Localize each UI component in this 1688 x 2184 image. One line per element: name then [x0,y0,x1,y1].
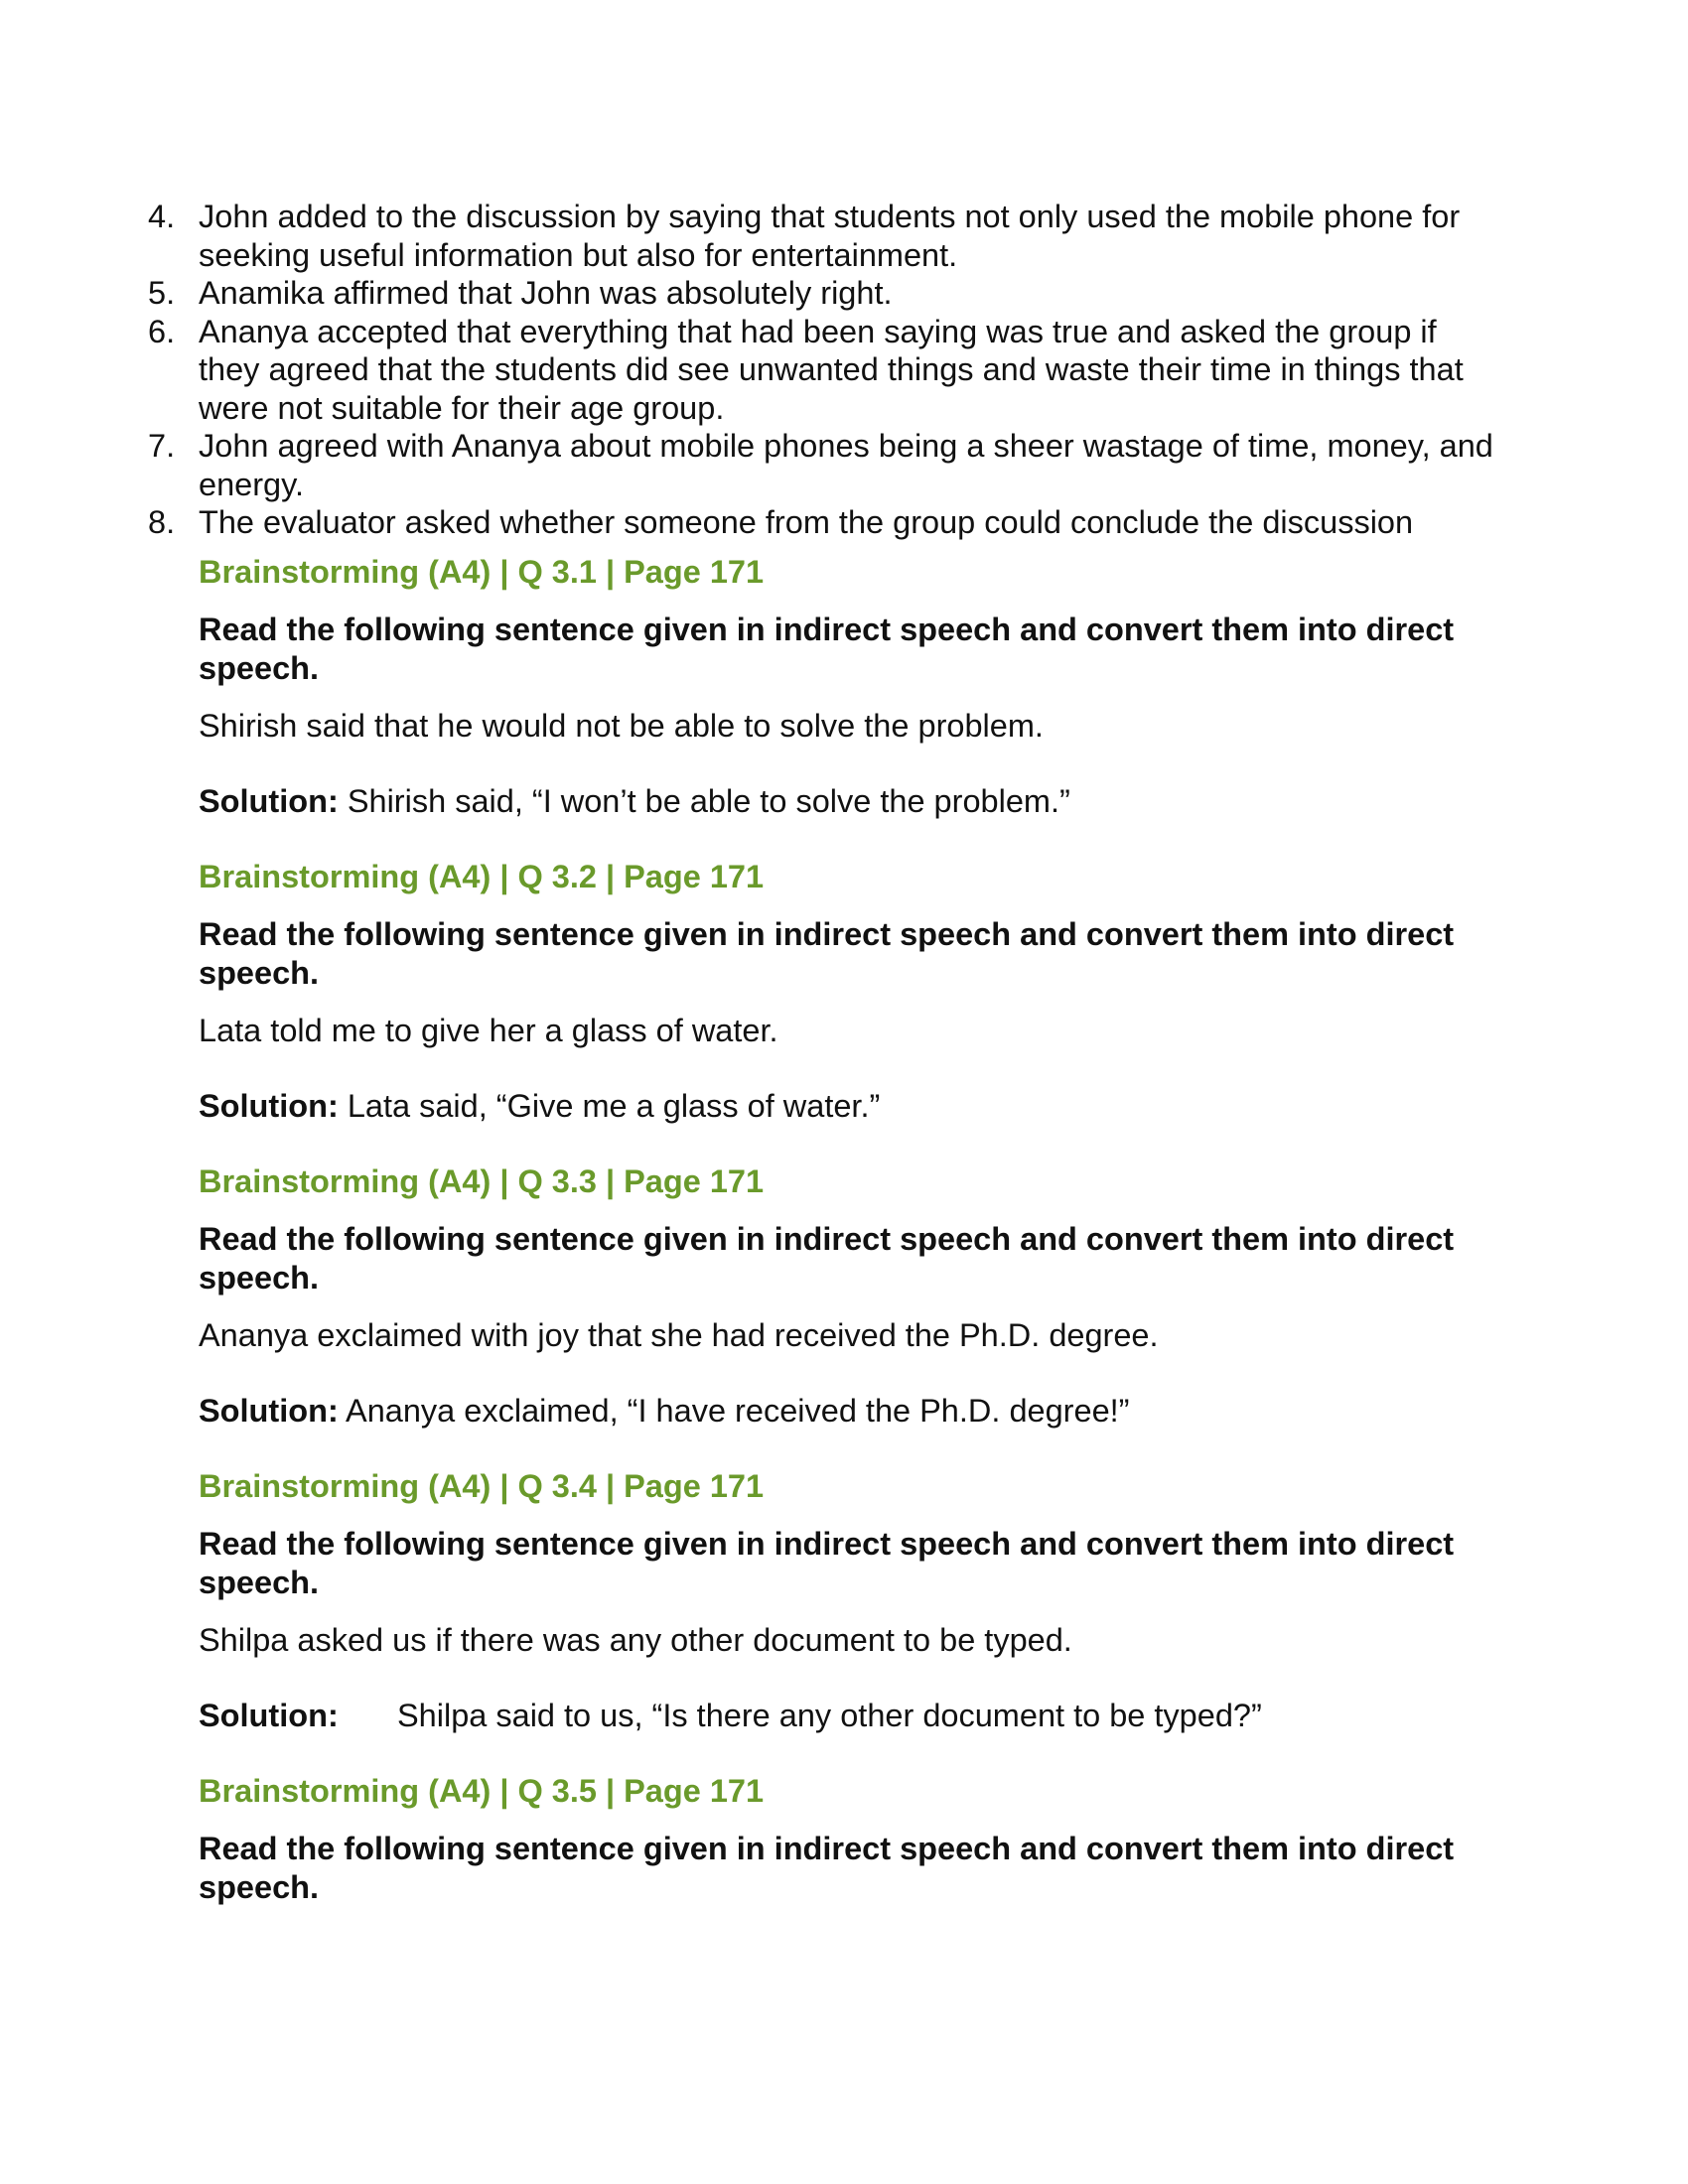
questions-container [199,552,1509,1907]
question-prompt: Lata told me to give her a glass of water. [199,1013,778,1048]
list-item-text: The evaluator asked whether someone from the group could conclude the discussion [199,504,1414,540]
list-item-text: John agreed with Ananya about mobile phones being a sheer wastage of time, money, and energy. [199,428,1493,502]
question-section [199,1771,1509,1907]
solution-text: Shilpa said to us, “Is there any other document to be typed?” [397,1698,1262,1733]
list-item [144,427,1504,503]
solution-text: Ananya exclaimed, “I have received the Ph.D. degree!” [338,1393,1130,1429]
list-item-text: John added to the discussion by saying that students not only used the mobile phone for seeking useful information but also for entertainment. [199,199,1461,273]
list-item [144,503,1504,542]
question-heading: Brainstorming (A4) | Q 3.1 | Page 171 [199,554,765,590]
question-text: Read the following sentence given in indirect speech and convert them into direct speech. [199,612,1455,686]
solution [199,1696,1509,1735]
question-text: Read the following sentence given in indirect speech and convert them into direct speech. [199,1526,1455,1600]
question-prompt: Shilpa asked us if there was any other document to be typed. [199,1622,1072,1658]
list-number: 5. [148,275,176,311]
list-item [144,198,1504,274]
question-heading: Brainstorming (A4) | Q 3.3 | Page 171 [199,1163,765,1199]
solution-label: Solution: [199,1393,339,1429]
list-item-text: Anamika affirmed that John was absolutely right. [199,275,893,311]
solution-label: Solution: [199,1088,339,1124]
question-section [199,552,1509,857]
question-heading: Brainstorming (A4) | Q 3.4 | Page 171 [199,1468,765,1504]
question-section [199,857,1509,1161]
list-item [144,274,1504,313]
question-text: Read the following sentence given in indirect speech and convert them into direct speech. [199,1831,1455,1905]
solution [199,781,1509,821]
list-number: 8. [148,504,176,540]
list-number: 7. [148,428,176,464]
solution [199,1086,1509,1126]
question-text: Read the following sentence given in indirect speech and convert them into direct speech. [199,1221,1455,1296]
question-heading: Brainstorming (A4) | Q 3.2 | Page 171 [199,859,765,894]
question-prompt: Shirish said that he would not be able to solve the problem. [199,708,1044,744]
discussion-list [144,198,1504,542]
list-number: 4. [148,199,176,234]
solution-text: Lata said, “Give me a glass of water.” [338,1088,881,1124]
question-text: Read the following sentence given in indirect speech and convert them into direct speech. [199,916,1455,991]
question-section [199,1466,1509,1771]
solution-label: Solution: [199,783,339,819]
list-number: 6. [148,313,176,349]
list-item-text: Ananya accepted that everything that had been saying was true and asked the group if they agreed that the students did see unwanted things and waste their time in things that were not suitable for their age group. [199,313,1464,426]
question-section [199,1161,1509,1466]
list-item [144,313,1504,428]
solution-label: Solution: [199,1698,339,1733]
solution [199,1391,1509,1431]
question-heading: Brainstorming (A4) | Q 3.5 | Page 171 [199,1773,765,1809]
solution-text: Shirish said, “I won’t be able to solve the problem.” [338,783,1070,819]
question-prompt: Ananya exclaimed with joy that she had received the Ph.D. degree. [199,1317,1159,1353]
